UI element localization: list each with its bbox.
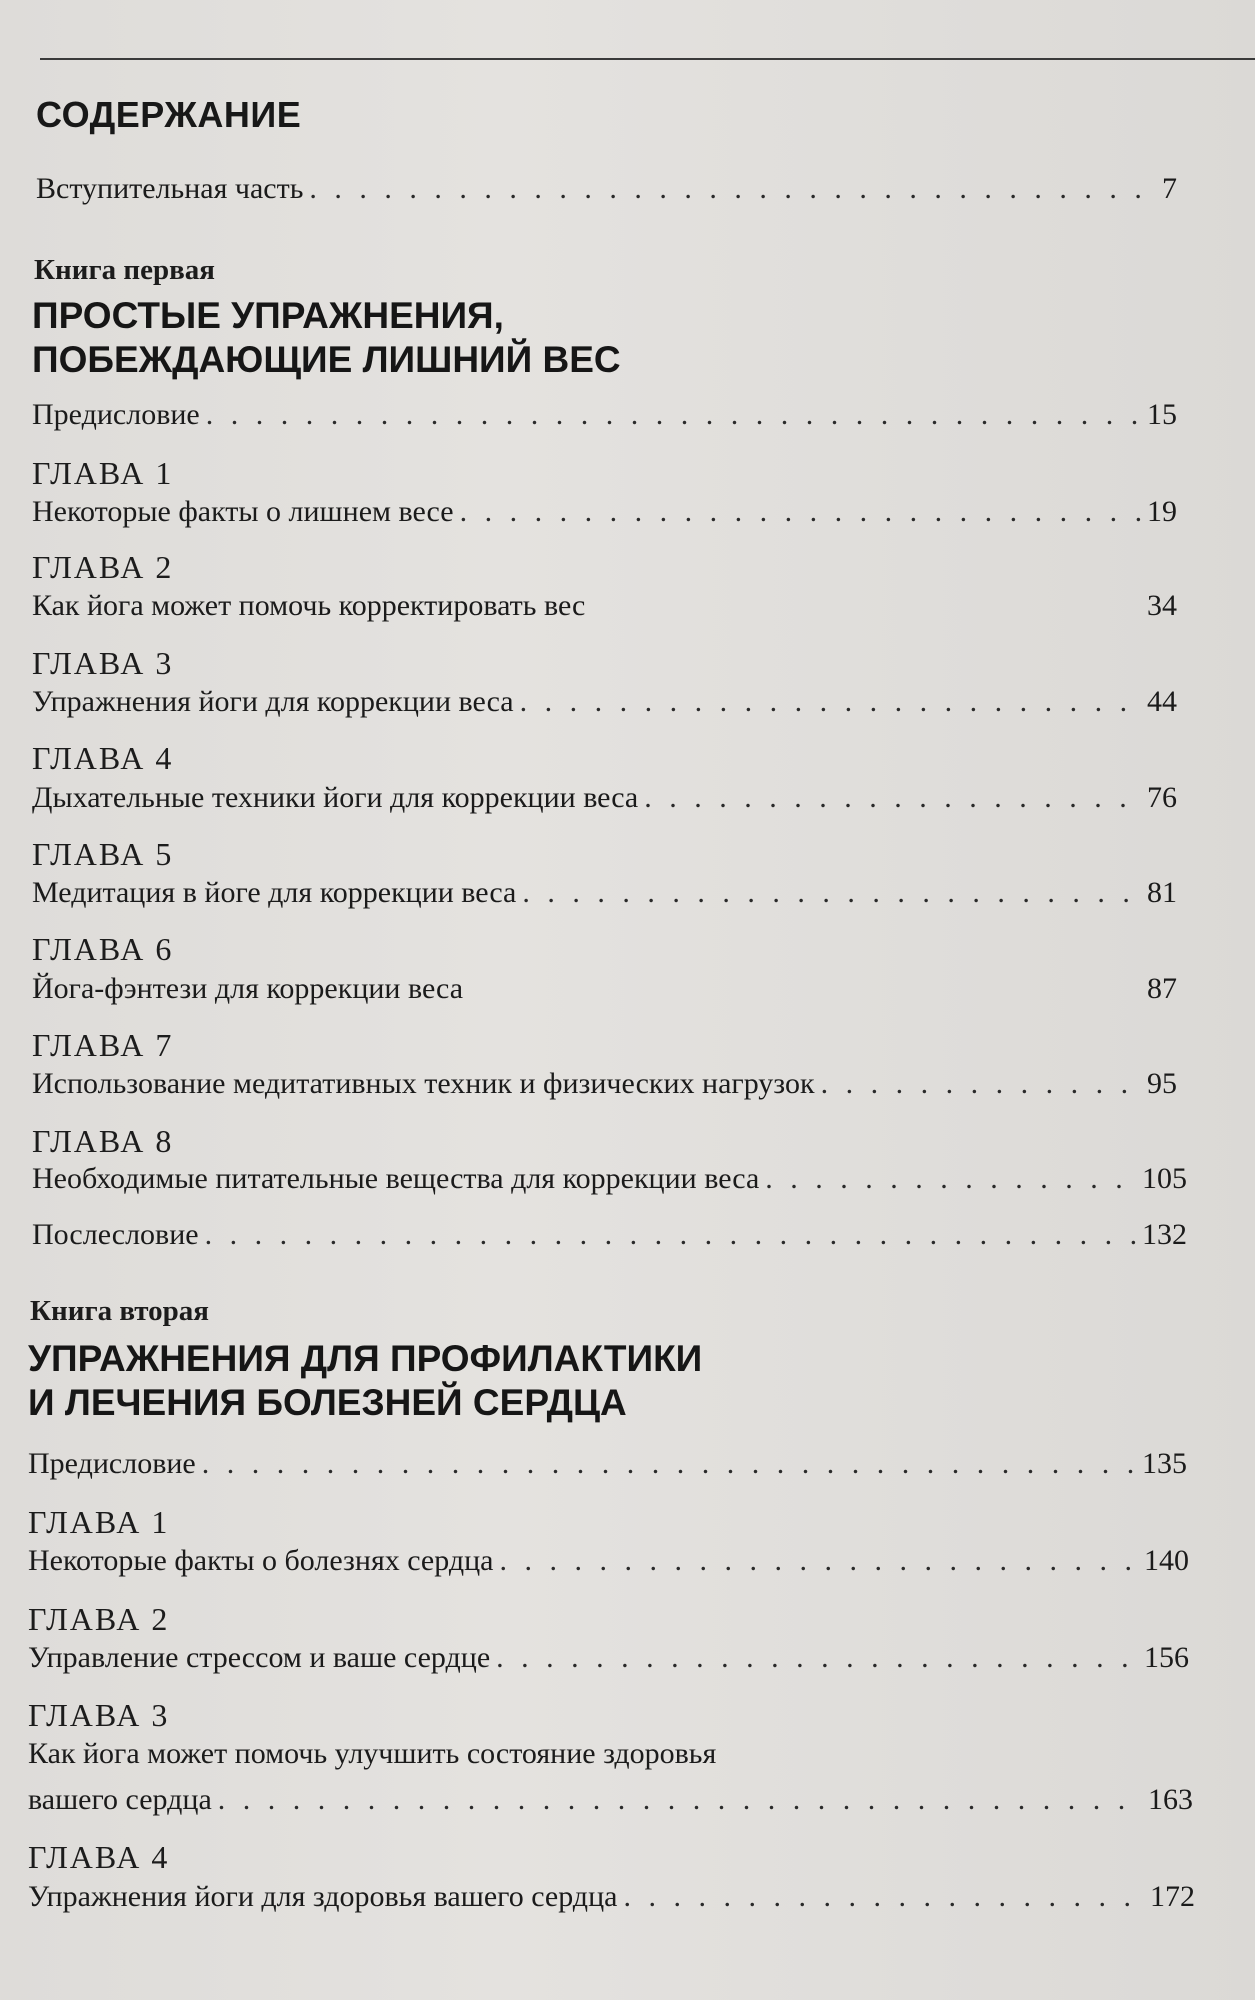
entry-label: Упражнения йоги для коррекции веса	[32, 685, 514, 718]
entry-label: Послесловие	[32, 1218, 199, 1251]
chapter-label: ГЛАВА 1	[28, 1504, 170, 1540]
entry-page: 87	[1147, 972, 1177, 1005]
book-label: Книга первая	[34, 254, 215, 286]
leader-dots	[205, 1218, 1136, 1252]
toc-entry-chapter[interactable]	[28, 1544, 1189, 1578]
entry-label-line: Как йога может помочь улучшить состояние здоровья	[28, 1737, 717, 1770]
book-title-line: ПОБЕЖДАЮЩИЕ ЛИШНИЙ ВЕС	[32, 339, 621, 380]
toc-entry-chapter[interactable]	[32, 495, 1177, 529]
entry-page: 172	[1150, 1880, 1195, 1913]
toc-title: СОДЕРЖАНИЕ	[36, 94, 302, 135]
entry-label: Управление стрессом и ваше сердце	[28, 1641, 491, 1674]
entry-page: 7	[1162, 172, 1177, 205]
chapter-label: ГЛАВА 8	[32, 1123, 174, 1159]
entry-label: Использование медитативных техник и физических нагрузок	[32, 1067, 815, 1100]
leader-dots	[499, 1544, 1138, 1578]
leader-dots	[821, 1067, 1141, 1101]
leader-dots	[202, 1447, 1136, 1481]
book-title-line: ПРОСТЫЕ УПРАЖНЕНИЯ,	[32, 295, 504, 336]
leader-dots	[206, 398, 1141, 432]
entry-page: 163	[1148, 1783, 1193, 1816]
toc-entry-intro[interactable]	[36, 172, 1177, 206]
chapter-label: ГЛАВА 3	[28, 1697, 170, 1733]
leader-dots	[218, 1783, 1142, 1817]
entry-page: 81	[1147, 876, 1177, 909]
toc-entry-chapter[interactable]	[32, 1067, 1177, 1101]
toc-entry-chapter[interactable]	[28, 1783, 1193, 1817]
entry-page: 156	[1144, 1641, 1189, 1674]
toc-entry-chapter[interactable]	[32, 972, 1177, 1006]
entry-label: Медитация в йоге для коррекции веса	[32, 876, 517, 909]
toc-entry-preface[interactable]	[28, 1447, 1187, 1481]
chapter-label: ГЛАВА 5	[32, 836, 174, 872]
chapter-label: ГЛАВА 1	[32, 455, 174, 491]
entry-page: 19	[1147, 495, 1177, 528]
leader-dots	[309, 172, 1156, 206]
chapter-label: ГЛАВА 6	[32, 931, 174, 967]
book-title-line: УПРАЖНЕНИЯ ДЛЯ ПРОФИЛАКТИКИ	[28, 1338, 703, 1379]
entry-label: Упражнения йоги для здоровья вашего сердца	[28, 1880, 618, 1913]
leader-dots	[522, 876, 1141, 910]
entry-page: 95	[1147, 1067, 1177, 1100]
entry-label: Дыхательные техники йоги для коррекции веса	[32, 781, 639, 814]
toc-entry-chapter[interactable]	[32, 876, 1177, 910]
entry-page: 105	[1142, 1162, 1187, 1195]
leader-dots	[496, 1641, 1138, 1675]
leader-dots	[460, 495, 1141, 529]
entry-label: Как йога может помочь корректировать вес	[32, 589, 586, 622]
toc-entry-preface[interactable]	[32, 398, 1177, 432]
entry-label: Вступительная часть	[36, 172, 304, 205]
toc-entry-chapter[interactable]	[28, 1641, 1189, 1675]
toc-entry-chapter[interactable]	[32, 589, 1177, 623]
toc-entry-chapter[interactable]	[32, 1162, 1187, 1196]
entry-page: 44	[1147, 685, 1177, 718]
entry-label: Йога-фэнтези для коррекции веса	[32, 972, 464, 1005]
leader-dots	[765, 1162, 1136, 1196]
chapter-label: ГЛАВА 7	[32, 1027, 174, 1063]
toc-entry-chapter[interactable]	[28, 1880, 1195, 1914]
leader-dots	[520, 685, 1141, 719]
toc-entry-chapter[interactable]	[32, 685, 1177, 719]
book-title	[32, 294, 621, 382]
leader-dots	[623, 1880, 1144, 1914]
chapter-label: ГЛАВА 3	[32, 645, 174, 681]
toc-entry-afterword[interactable]	[32, 1218, 1187, 1252]
book-title-line: И ЛЕЧЕНИЯ БОЛЕЗНЕЙ СЕРДЦА	[28, 1382, 627, 1423]
chapter-label: ГЛАВА 2	[32, 549, 174, 585]
entry-page: 76	[1147, 781, 1177, 814]
entry-page: 34	[1147, 589, 1177, 622]
book-label: Книга вторая	[30, 1295, 209, 1327]
entry-label: вашего сердца	[28, 1783, 212, 1816]
entry-label: Предисловие	[28, 1447, 196, 1480]
leader-dots	[644, 781, 1141, 815]
entry-label: Некоторые факты о болезнях сердца	[28, 1544, 494, 1577]
book-title	[28, 1337, 702, 1425]
chapter-label: ГЛАВА 4	[28, 1839, 170, 1875]
chapter-label: ГЛАВА 4	[32, 740, 174, 776]
toc-entry-chapter[interactable]	[32, 781, 1177, 815]
chapter-label: ГЛАВА 2	[28, 1601, 170, 1637]
entry-label: Необходимые питательные вещества для коррекции веса	[32, 1162, 760, 1195]
entry-label: Некоторые факты о лишнем весе	[32, 495, 454, 528]
entry-page: 135	[1142, 1447, 1187, 1480]
entry-page: 140	[1144, 1544, 1189, 1577]
entry-page: 132	[1142, 1218, 1187, 1251]
entry-label: Предисловие	[32, 398, 200, 431]
entry-page: 15	[1147, 398, 1177, 431]
